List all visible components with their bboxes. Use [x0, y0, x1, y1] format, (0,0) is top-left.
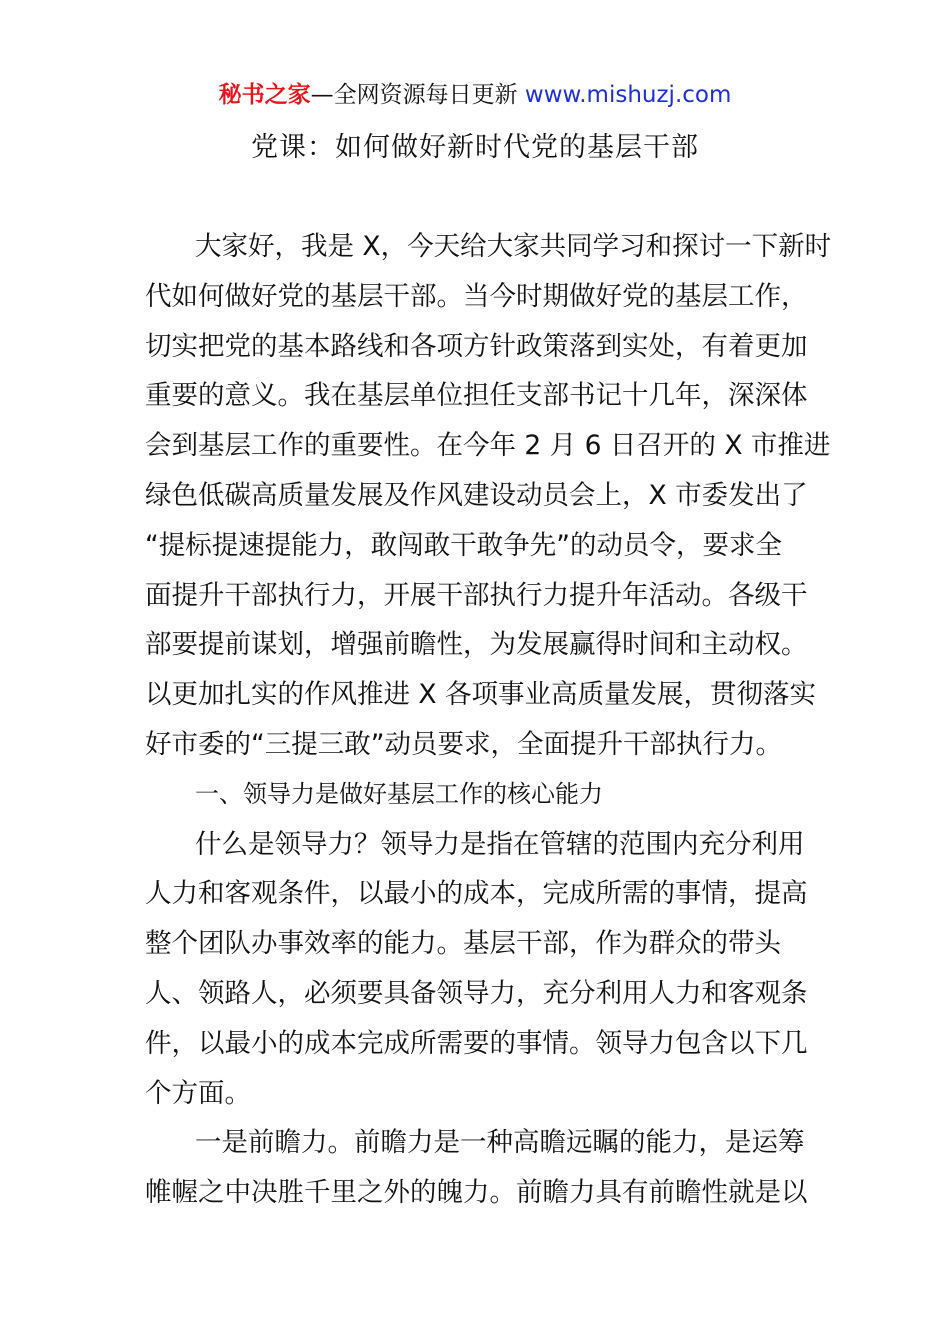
section-heading: 一、领导力是做好基层工作的核心能力 [195, 779, 603, 808]
text-line: “提标提速提能力，敢闯敢干敢争先”的动员令，要求全 [145, 529, 782, 561]
text-line: 帷幄之中决胜千里之外的魄力。前瞻力具有前瞻性就是以 [145, 1177, 808, 1209]
document-title: 党课：如何做好新时代党的基层干部 [251, 132, 699, 163]
text-line: 会到基层工作的重要性。在今年 2 月 6 日召开的 X 市推进 [145, 430, 831, 462]
text-line: 面提升干部执行力，开展干部执行力提升年活动。各级干 [145, 579, 808, 611]
text-line: 一是前瞻力。前瞻力是一种高瞻远瞩的能力，是运筹 [195, 1127, 805, 1159]
text-line: 大家好，我是 X，今天给大家共同学习和探讨一下新时 [195, 231, 832, 262]
site-header [0, 78, 950, 112]
text-line: 重要的意义。我在基层单位担任支部书记十几年，深深体 [145, 380, 808, 412]
text-line: 人、领路人，必须要具备领导力，充分利用人力和客观条 [145, 977, 808, 1009]
site-url-link[interactable]: www.mishuzj.com [524, 82, 732, 108]
text-line: 切实把党的基本路线和各项方针政策落到实处，有着更加 [145, 330, 808, 362]
text-line: 整个团队办事效率的能力。基层干部，作为群众的带头 [145, 928, 781, 960]
text-line: 好市委的“三提三敢”动员要求，全面提升干部执行力。 [145, 728, 782, 760]
text-line: 以更加扎实的作风推进 X 各项事业高质量发展，贯彻落实 [145, 679, 817, 711]
text-line: 部要提前谋划，增强前瞻性，为发展赢得时间和主动权。 [145, 629, 808, 661]
text-line: 绿色低碳高质量发展及作风建设动员会上，X 市委发出了 [145, 479, 808, 511]
document-body [145, 222, 832, 1218]
text-line: 代如何做好党的基层干部。当今时期做好党的基层工作， [145, 280, 808, 312]
text-line: 人力和客观条件，以最小的成本，完成所需的事情，提高 [145, 878, 808, 910]
text-line: 什么是领导力？领导力是指在管辖的范围内充分利用 [195, 828, 805, 860]
text-line: 件，以最小的成本完成所需要的事情。领导力包含以下几 [145, 1027, 808, 1059]
header-slogan: —全网资源每日更新 [310, 82, 525, 108]
text-line: 个方面。 [145, 1077, 251, 1109]
brand-name: 秘书之家 [218, 82, 311, 108]
